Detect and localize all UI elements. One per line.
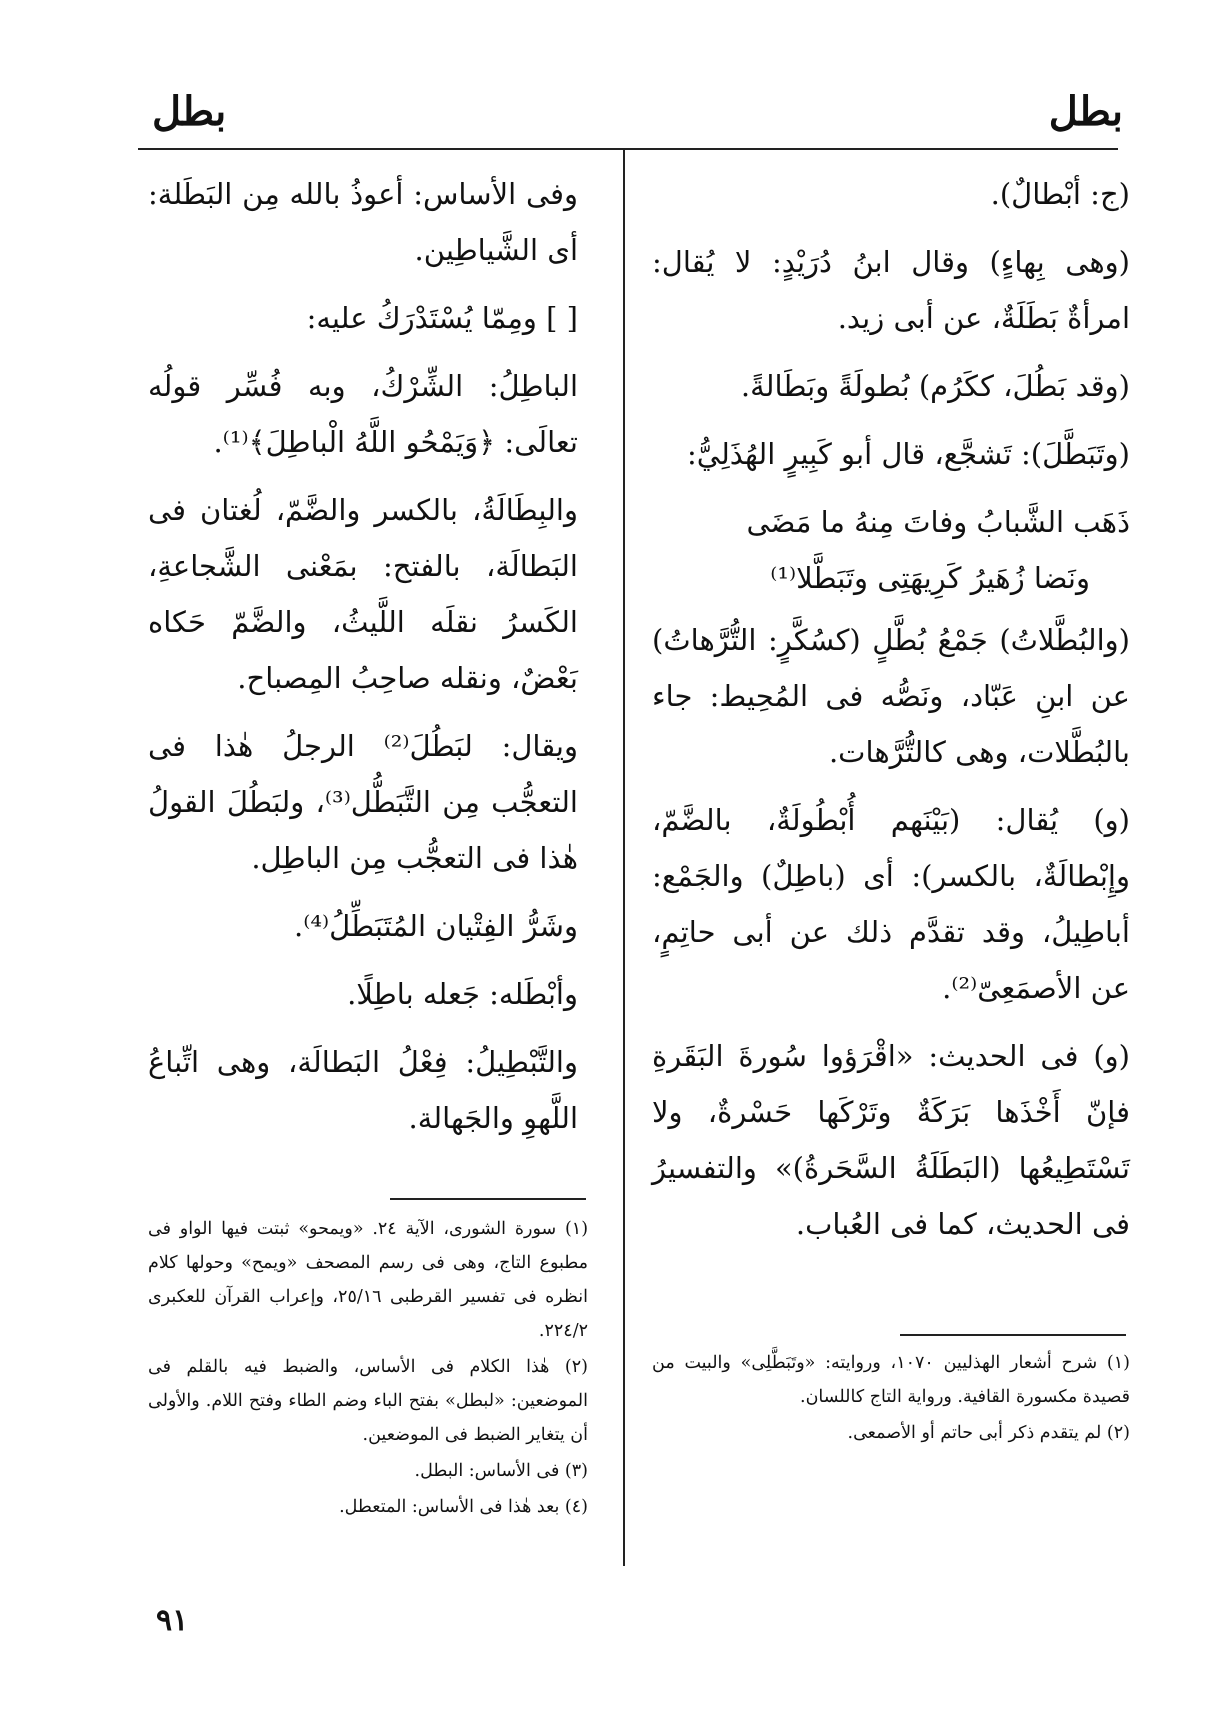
running-head-left: بطل (152, 88, 227, 135)
entry-paragraph: وشَرُّ الفِتْيان المُتَبَطِّلُ⁽⁴⁾. (294, 909, 578, 943)
entry-paragraph: (ج: أبْطالٌ). (990, 177, 1130, 211)
entry-paragraph: وفى الأساس: أعوذُ بالله مِن البَطَلة: أى الشَّياطِين. (148, 177, 578, 267)
entry-paragraph: [ ] ومِمّا يُسْتَدْرَكُ عليه: (306, 301, 578, 335)
footnote: (٢) لم يتقدم ذكر أبى حاتم أو الأصمعى. (847, 1423, 1130, 1443)
entry-paragraph: (وهى بِهاءٍ) وقال ابنُ دُرَيْدٍ: لا يُقال: امرأةٌ بَطَلَةٌ، عن أبى زيد. (652, 245, 1130, 335)
footnote-rule-left (390, 1198, 586, 1200)
page-number: ٩١ (156, 1603, 189, 1638)
verse-hemistich-1: ذَهَب الشَّبابُ وفاتَ مِنهُ ما مَضَى (746, 505, 1130, 539)
header-rule (138, 148, 1118, 150)
footnote: (٤) بعد هٰذا فى الأساس: المتعطل. (339, 1497, 588, 1517)
verse-hemistich-2: ونَضا زُهَيرُ كَرِيهَتِى وتَبَطَّلا⁽¹⁾ (770, 561, 1090, 595)
entry-paragraph: (وتَبَطَّلَ): تَشجَّع، قال أبو كَبِيرٍ الهُذَلِيُّ: (687, 437, 1130, 471)
running-head-right: بطل (1048, 88, 1123, 135)
footnotes-left (148, 1212, 588, 1526)
entry-paragraph: (و) فى الحديث: «اقْرَؤوا سُورةَ البَقَرةِ فإنّ أَخْذَها بَرَكَةٌ وتَرْكَها حَسْرةٌ، ولا تَسْتَطِيعُها (البَطَلَةُ السَّحَرةُ)» والتفسيرُ فى الحديث، كما فى العُباب. (652, 1039, 1130, 1241)
entry-paragraph: (والبُطَّلاتُ) جَمْعُ بُطَّلٍ (كسُكَّرٍ: التُّرَّهاتُ) عن ابنِ عَبّاد، ونَصُّه فى المُحِيط: جاء بالبُطَّلات، وهى كالتُّرَّهات. (652, 623, 1130, 769)
entry-paragraph: الباطِلُ: الشِّرْكُ، وبه فُسِّر قولُه تعالَى: ﴿وَيَمْحُو اللَّهُ الْباطِلَ﴾⁽¹⁾. (148, 369, 578, 459)
footnotes-right (652, 1346, 1130, 1452)
entry-paragraph: ويقال: لبَطُلَ⁽²⁾ الرجلُ هٰذا فى التعجُّب مِن التَّبَطُّل⁽³⁾، ولبَطُلَ القولُ هٰذا فى التعجُّب مِن الباطِل. (148, 729, 578, 875)
entry-paragraph: (و) يُقال: (بَيْنَهم أُبْطُولَةٌ، بالضَّمّ، وإِبْطالَةٌ، بالكسر): أى (باطِلٌ) والجَمْع: أباطِيلُ، وقد تقدَّم ذلك عن أبى حاتِمٍ، عن الأصمَعِىّ⁽²⁾. (652, 803, 1130, 1005)
left-column (148, 166, 578, 1158)
footnote: (٣) فى الأساس: البطل. (414, 1461, 588, 1481)
entry-paragraph: (وقد بَطُلَ، ككَرُم) بُطولَةً وبَطَالةً. (740, 369, 1130, 403)
entry-paragraph: والبِطَالَةُ، بالكسر والضَّمّ، لُغتان فى البَطالَة، بالفتح: بمَعْنى الشَّجاعةِ، الكَسرُ نقلَه اللَّيثُ، والضَّمّ حَكاه بَعْضٌ، ونقله صاحِبُ المِصباح. (148, 493, 578, 695)
entry-paragraph: وأبْطَله: جَعله باطِلًا. (347, 977, 578, 1011)
footnote-rule-right (900, 1334, 1126, 1336)
right-column (652, 166, 1130, 1264)
footnote: (١) سورة الشورى، الآية ٢٤. «ويمحو» ثبتت فيها الواو فى مطبوع التاج، وهى فى رسم المصحف «ويمح» وحولها كلام انظره فى تفسير القرطبى ٢٥/١٦، وإعراب القرآن للعكبرى ٢٢٤/٢. (148, 1219, 589, 1341)
entry-paragraph: والتَّبْطِيلُ: فِعْلُ البَطالَة، وهى اتِّباعُ اللَّهوِ والجَهالة. (148, 1045, 578, 1135)
footnote: (٢) هٰذا الكلام فى الأساس، والضبط فيه بالقلم فى الموضعين: «لبطل» بفتح الباء وضم الطاء وفتح اللام. والأولى أن يتغاير الضبط فى الموضعين. (148, 1357, 588, 1445)
footnote: (١) شرح أشعار الهذليين ١٠٧٠، وروايته: «وتَبَطَّلِى» والبيت من قصيدة مكسورة القافية. ورواية التاج كاللسان. (652, 1353, 1130, 1407)
column-divider (623, 150, 625, 1566)
